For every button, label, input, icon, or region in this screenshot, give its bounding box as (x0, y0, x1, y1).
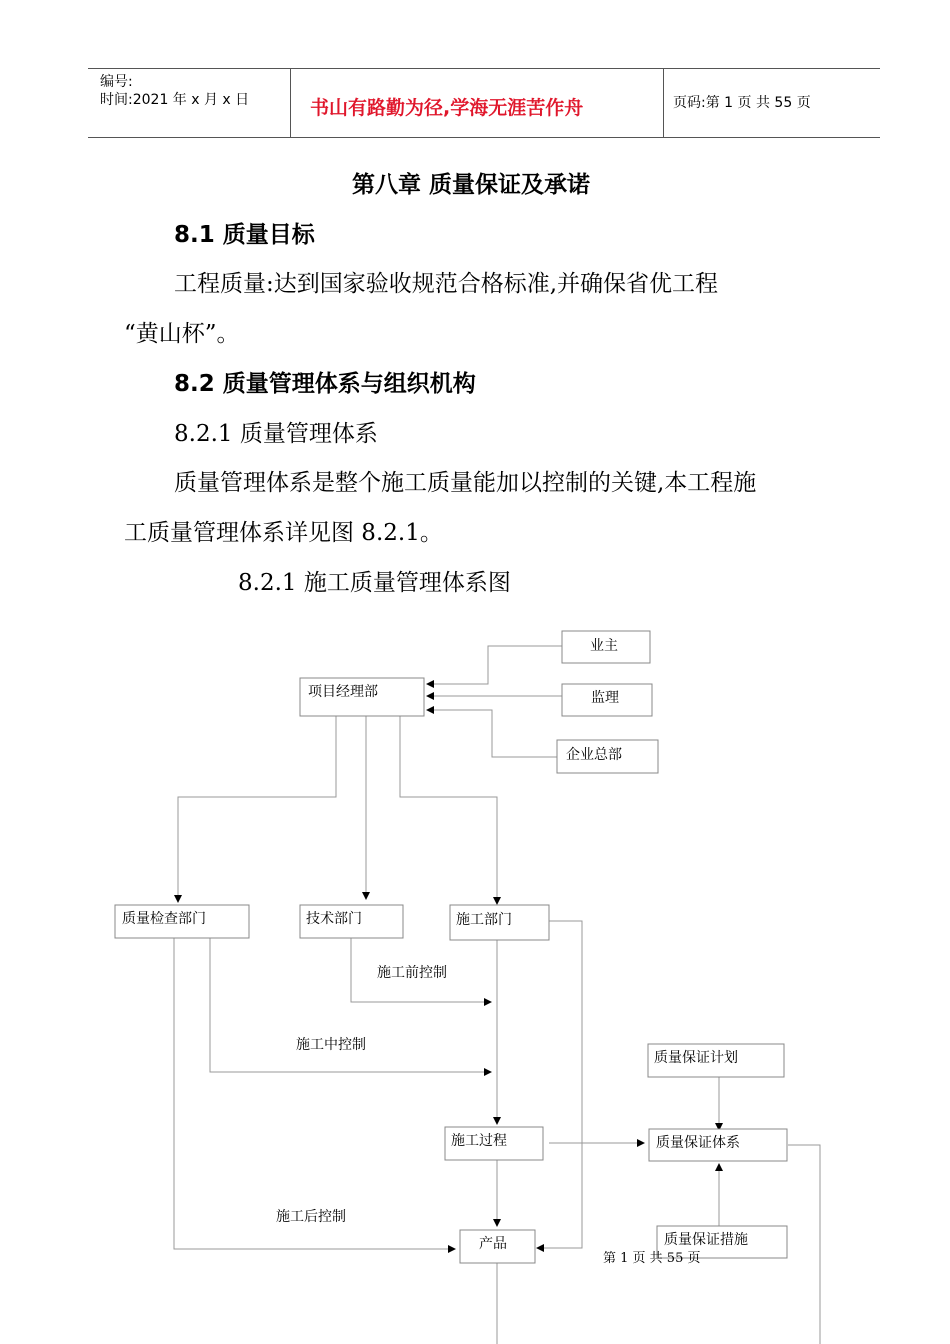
hq-label: 企业总部 (566, 747, 622, 763)
box-pm-dept (300, 678, 424, 716)
supervisor-label: 监理 (591, 690, 619, 706)
box-construction-dept (450, 905, 549, 940)
box-product (460, 1230, 535, 1263)
doc-number-label: 编号: (100, 74, 133, 90)
box-qa-system (649, 1129, 787, 1161)
arrow-construction-to-product (537, 921, 582, 1248)
construction-dept-label: 施工部门 (456, 912, 512, 928)
page-info: 页码:第 1 页 共 55 页 (673, 95, 811, 111)
arrow-pm-to-construction (400, 716, 497, 904)
box-qc-dept (115, 905, 249, 938)
qa-system-label: 质量保证体系 (656, 1135, 740, 1151)
pm-dept-label: 项目经理部 (308, 684, 378, 700)
qc-dept-label: 质量检查部门 (122, 911, 206, 927)
qa-plan-label: 质量保证计划 (654, 1050, 738, 1066)
owner-label: 业主 (590, 638, 618, 654)
page-footer: 第 1 页 共 55 页 (603, 1251, 701, 1266)
product-label: 产品 (479, 1236, 507, 1252)
process-label: 施工过程 (451, 1133, 507, 1149)
arrow-owner-to-pm (427, 646, 562, 684)
motto-text: 书山有路勤为径,学海无涯苦作舟 (310, 97, 584, 119)
tech-dept-label: 技术部门 (306, 911, 362, 927)
box-process (445, 1127, 543, 1160)
section-8-1-paragraph-line-1: 工程质量:达到国家验收规范合格标准,并确保省优工程 (174, 271, 719, 297)
figure-caption: 8.2.1 施工质量管理体系图 (238, 570, 511, 596)
box-qa-plan (648, 1044, 784, 1077)
doc-time-label: 时间:2021 年 x 月 x 日 (100, 92, 250, 108)
section-8-2-1-paragraph-line-1: 质量管理体系是整个施工质量能加以控制的关键,本工程施 (174, 470, 757, 496)
post-control-label: 施工后控制 (276, 1209, 346, 1225)
mid-control-label: 施工中控制 (296, 1037, 366, 1053)
box-owner (562, 631, 650, 663)
section-8-2-1-paragraph-line-2: 工质量管理体系详见图 8.2.1。 (124, 520, 443, 546)
qa-measures-label: 质量保证措施 (664, 1232, 748, 1248)
section-8-2-heading: 8.2 质量管理体系与组织机构 (174, 371, 476, 397)
chapter-title: 第八章 质量保证及承诺 (352, 172, 591, 198)
section-8-1-heading: 8.1 质量目标 (174, 222, 315, 248)
arrow-hq-to-pm (427, 710, 557, 757)
box-supervisor (562, 684, 652, 716)
pre-control-label: 施工前控制 (377, 965, 447, 981)
line-qa-system-down (788, 1145, 820, 1344)
section-8-1-paragraph-line-2: “黄山杯”。 (124, 321, 240, 347)
box-hq (557, 740, 658, 773)
arrow-post-control (174, 938, 455, 1249)
box-tech-dept (300, 905, 403, 938)
arrow-pm-to-qc (178, 716, 336, 902)
section-8-2-1-heading: 8.2.1 质量管理体系 (174, 421, 378, 447)
